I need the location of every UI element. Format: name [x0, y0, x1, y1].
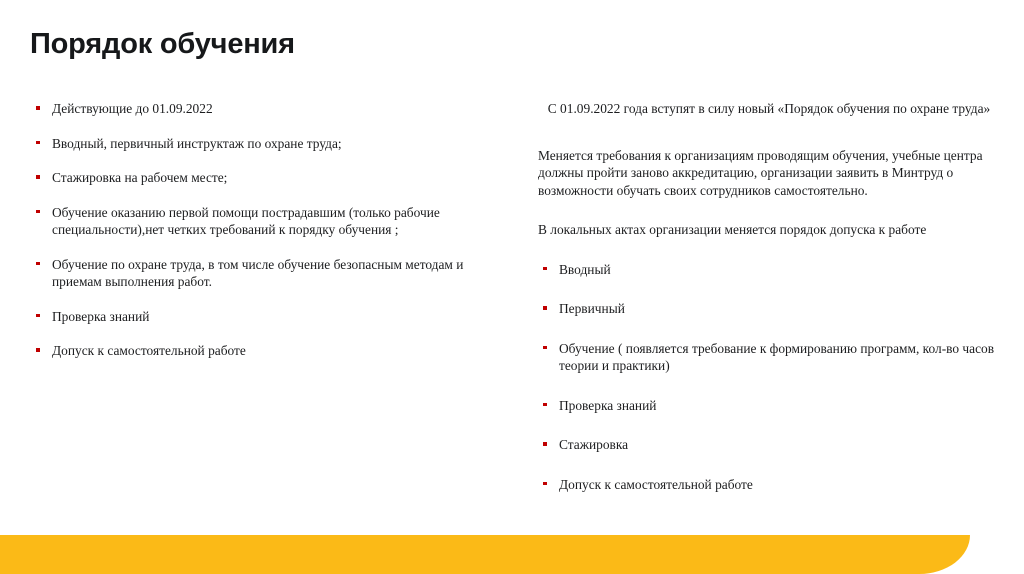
- list-item: [32, 169, 484, 187]
- bullet-marker-icon: [543, 482, 547, 486]
- list-item: [32, 135, 484, 153]
- left-column: [32, 100, 484, 360]
- list-item-label: Первичный: [559, 301, 625, 316]
- bullet-marker-icon: [36, 141, 40, 145]
- bullet-marker-icon: [36, 314, 40, 318]
- list-item-label: Допуск к самостоятельной работе: [559, 476, 753, 492]
- bullet-marker-icon: [543, 306, 547, 310]
- list-item: [32, 342, 484, 360]
- bullet-marker-icon: [543, 267, 547, 271]
- list-item: [538, 397, 1000, 415]
- bullet-marker-icon: [36, 210, 40, 214]
- bullet-marker-icon: [36, 106, 40, 110]
- bullet-marker-icon: [543, 346, 547, 350]
- bullet-marker-icon: [543, 403, 547, 407]
- right-column-paragraph: Меняется требования к организациям проводящим обучения, учебные центра должны пройти заново аккредитацию, организации заявить в Минтруд о возможности обучать своих сотрудников самостоятельно.: [538, 147, 983, 198]
- page-title: Порядок обучения: [30, 28, 295, 60]
- list-item-label: Стажировка на рабочем месте;: [52, 170, 228, 185]
- bullet-marker-icon: [543, 442, 547, 446]
- footer-accent-band: [0, 535, 970, 574]
- list-item-label: Стажировка: [559, 437, 629, 452]
- left-bullet-list: [32, 100, 484, 360]
- list-item: [32, 100, 484, 118]
- bullet-marker-icon: [36, 348, 40, 352]
- list-item: [538, 476, 1000, 494]
- list-item: [32, 204, 484, 239]
- list-item-label: Обучение по охране труда, в том числе обучение безопасным методам и приемам выполнения работ.: [52, 256, 464, 289]
- list-item-label: Вводный: [559, 261, 611, 277]
- list-item: [32, 256, 484, 291]
- list-item: [32, 308, 484, 326]
- right-column-paragraph: В локальных актах организации меняется порядок допуска к работе: [538, 222, 927, 237]
- bullet-marker-icon: [36, 262, 40, 266]
- right-bullet-list: [538, 261, 1000, 494]
- list-item-label: Вводный, первичный инструктаж по охране труда;: [52, 135, 342, 151]
- right-column: [538, 100, 1000, 515]
- list-item-label: Действующие до 01.09.2022: [52, 101, 213, 116]
- list-item: [538, 436, 1000, 454]
- bullet-marker-icon: [36, 175, 40, 179]
- list-item-label: Проверка знаний: [559, 397, 657, 413]
- right-column-heading: С 01.09.2022 года вступят в силу новый «Порядок обучения по охране труда»: [547, 101, 991, 116]
- list-item: [538, 261, 1000, 279]
- list-item: [538, 340, 1000, 375]
- list-item-label: Обучение оказанию первой помощи пострадавшим (только рабочие специальности),нет четких требований к порядку обучения ;: [52, 204, 440, 237]
- list-item-label: Допуск к самостоятельной работе: [52, 343, 246, 358]
- list-item-label: Проверка знаний: [52, 308, 150, 324]
- list-item-label: Обучение ( появляется требование к формированию программ, кол-во часов теории и практики): [559, 340, 995, 373]
- list-item: [538, 300, 1000, 318]
